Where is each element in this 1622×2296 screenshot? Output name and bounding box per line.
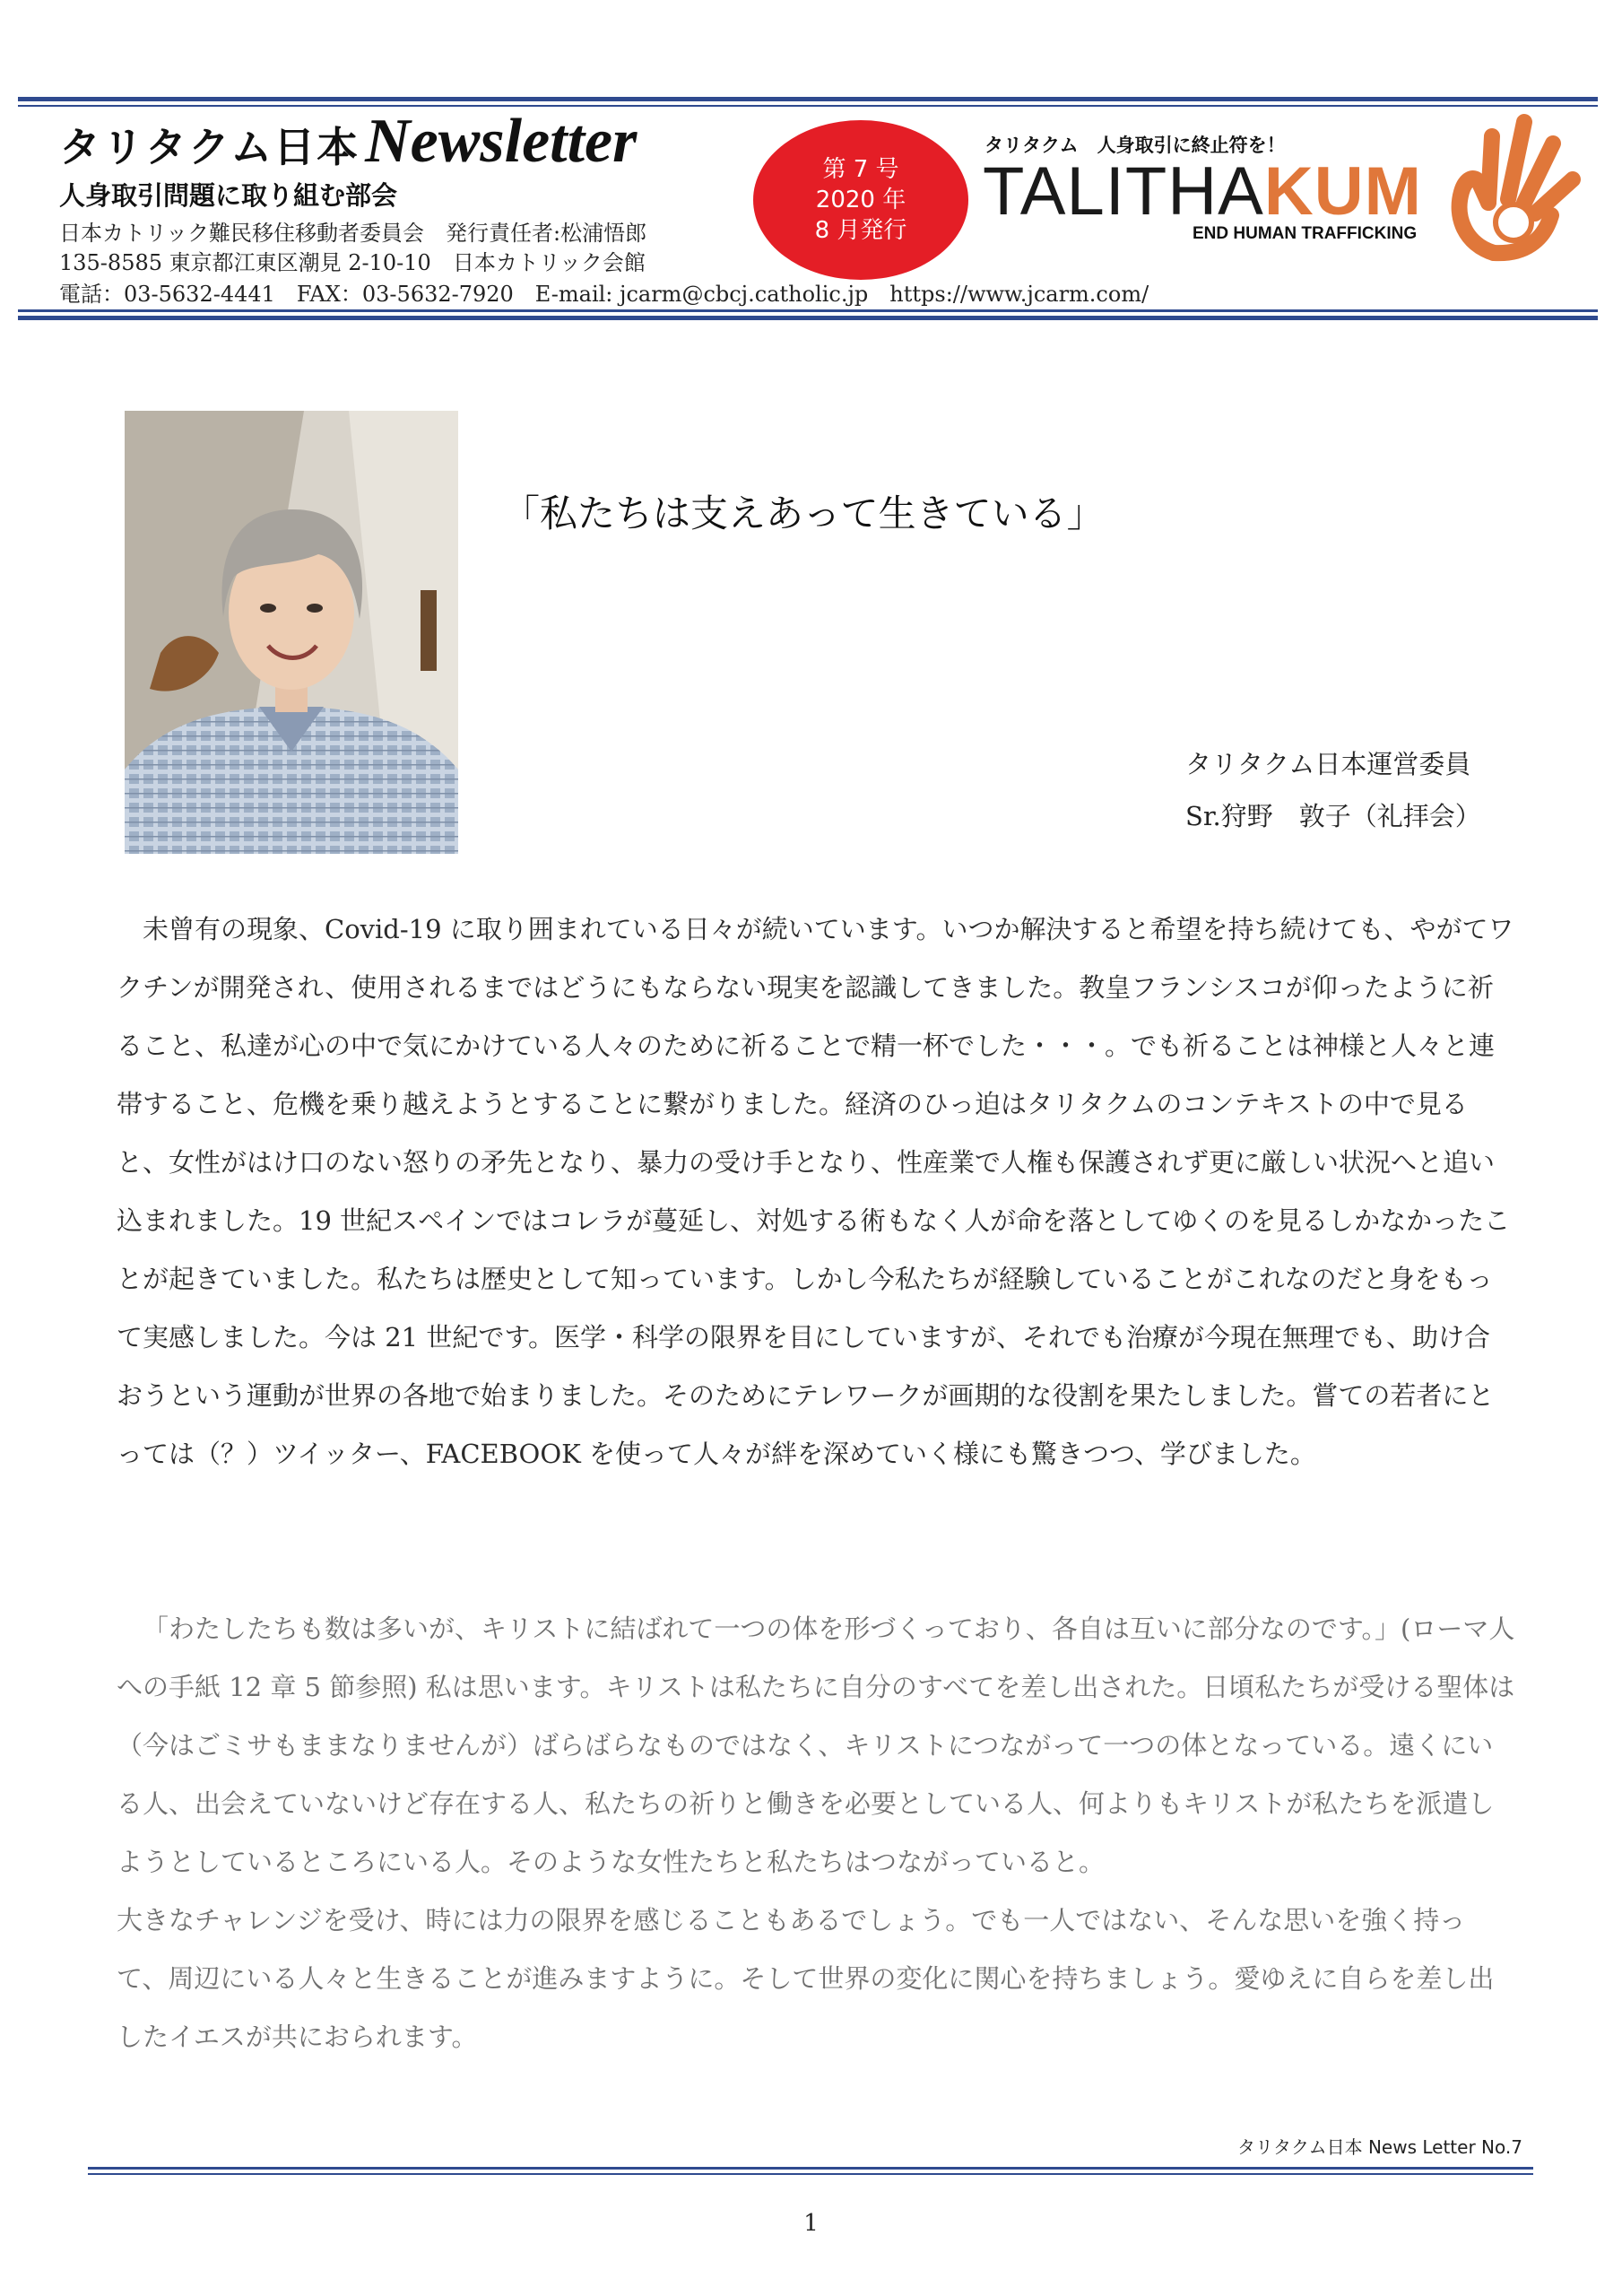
hand-icon bbox=[1438, 109, 1591, 262]
logo-subline: END HUMAN TRAFFICKING bbox=[1193, 224, 1418, 243]
publisher-line: 日本カトリック難民移住移動者委員会 発行責任者:松浦悟郎 bbox=[59, 221, 647, 246]
article-title: 「私たちは支えあって生きている」 bbox=[502, 491, 1105, 535]
page-number: 1 bbox=[803, 2210, 819, 2237]
header-bottom-rule-thin bbox=[18, 309, 1598, 312]
portrait-photo bbox=[125, 411, 458, 854]
masthead-title-jp: タリタクム日本 bbox=[59, 123, 360, 171]
footer-rule bbox=[88, 2167, 1533, 2170]
footer-rule-thin bbox=[88, 2173, 1533, 2175]
footer-label: タリタクム日本 News Letter No.7 bbox=[1237, 2136, 1522, 2158]
author-name: Sr.狩野 敦子（礼拝会） bbox=[1185, 801, 1481, 831]
logo-tagline: タリタクム 人身取引に終止符を！ bbox=[984, 135, 1286, 156]
article-paragraph: 大きなチャレンジを受け、時には力の限界を感じることもあるでしょう。でも一人ではない、そんな思いを強く持って、周辺にいる人々と生きることが進みますように。そして世界の変化に関心を持ちましょう。愛ゆえに自らを差し出したイエスが共におられます。 bbox=[117, 1905, 1495, 2052]
address-line: 135-8585 東京都江東区潮見 2-10-10 日本カトリック会館 bbox=[59, 250, 646, 275]
masthead-title bbox=[59, 106, 637, 178]
issue-month: 8 月発行 bbox=[814, 217, 907, 244]
logo-word-talitha: TALITHA bbox=[983, 153, 1264, 230]
masthead-title-en: Newsletter bbox=[365, 107, 638, 176]
header-top-rule bbox=[18, 97, 1598, 101]
issue-badge bbox=[753, 120, 968, 280]
author-role: タリタクム日本運営委員 bbox=[1185, 749, 1471, 779]
logo-word-kum: KUM bbox=[1263, 153, 1422, 230]
header-bottom-rule bbox=[18, 316, 1598, 320]
issue-number: 第 7 号 bbox=[822, 156, 899, 183]
article-paragraph: 未曾有の現象、Covid-19 に取り囲まれている日々が続いています。いつか解決すると希望を持ち続けても、やがてワクチンが開発され、使用されるまではどうにもならない現実を認識してきました。教皇フランシスコが仰ったように祈ること、私達が心の中で気にかけている人々のために祈ることで精一杯でした・・・。でも祈ることは神様と人々と連帯すること、危機を乗り越えようとすることに繋がりました。経済のひっ迫はタリタクムのコンテキストの中で見ると、女性がはけ口のない怒りの矛先となり、暴力の受け手となり、性産業で人権も保護されず更に厳しい状況へと追い込まれました。19 世紀スペインではコレラが蔓延し、対処する術もなく人が命を落としてゆくのを見るしかなかったことが起きていました。私たちは歴史として知っています。しかし今私たちが経験していることがこれなのだと身をもって実感しました。今は 21 世紀です。医学・科学の限界を目にしていますが、それでも治療が今現在無理でも、助け合おうという運動が世界の各地で始まりました。そのためにテレワークが画期的な役割を果たしました。嘗ての若者にとっては（？）ツイッター、FACEBOOK を使って人々が絆を深めていく様にも驚きつつ、学びました。 bbox=[117, 914, 1514, 1469]
contact-line: 電話：03-5632-4441 FAX：03-5632-7920 E-mail: jcarm@cbcj.catholic.jp https://www.jcarm.com/ bbox=[59, 282, 1149, 307]
issue-year: 2020 年 bbox=[815, 187, 906, 213]
article-paragraph: 「わたしたちも数は多いが、キリストに結ばれて一つの体を形づくっており、各自は互いに部分なのです。」(ローマ人への手紙 12 章 5 節参照) 私は思います。キリストは私たちに自分のすべてを差し出された。日頃私たちが受ける聖体は（今はごミサもままなりませんが）ばらばらなものではなく、キリストにつながって一つの体となっている。遠くにいる人、出会えていないけど存在する人、私たちの祈りと働きを必要としている人、何よりもキリストが私たちを派遣しようとしているところにいる人。そのような女性たちと私たちはつながっていると。 bbox=[117, 1613, 1515, 1877]
masthead-subtitle: 人身取引問題に取り組む部会 bbox=[59, 180, 398, 211]
talitha-kum-logo bbox=[983, 153, 1422, 230]
